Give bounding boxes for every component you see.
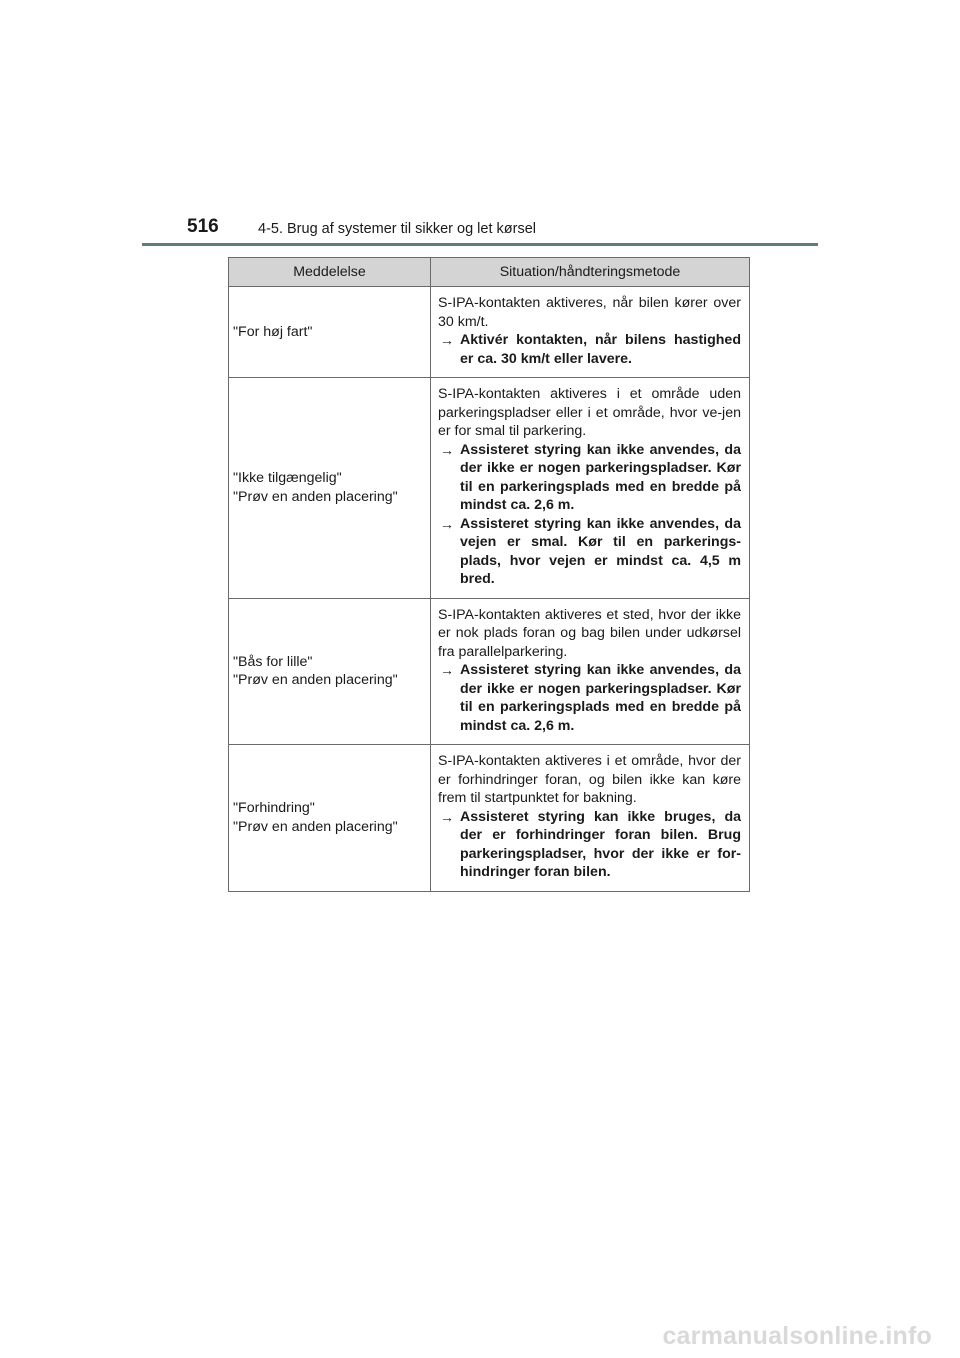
action-item [438, 441, 741, 515]
action-text: Aktivér kontakten, når bilens hastighed er ca. 30 km/t eller lavere. [460, 332, 741, 367]
situation-text: S-IPA-kontakten aktiveres et sted, hvor der ikke er nok plads foran og bag bilen under udkørsel fra parallelparkering. [438, 606, 741, 660]
message-cell [229, 287, 431, 378]
action-item [438, 808, 741, 882]
table-row [229, 745, 750, 892]
watermark-logo: carmanualsonline.info [662, 1322, 932, 1350]
arrow-icon: → [440, 662, 454, 678]
message-table [228, 257, 750, 892]
action-item [438, 331, 741, 368]
action-item [438, 661, 741, 735]
message-cell [229, 378, 431, 599]
arrow-icon: → [440, 332, 454, 348]
message-text: "Forhindring" [233, 800, 315, 817]
situation-cell [431, 745, 750, 892]
situation-text: S-IPA-kontakten aktiveres, når bilen kører over 30 km/t. [438, 295, 741, 330]
message-cell [229, 745, 431, 892]
arrow-icon: → [440, 441, 454, 458]
table-row [229, 287, 750, 378]
message-cell [229, 598, 431, 745]
message-text: "Ikke tilgængelig" [233, 470, 342, 487]
message-text: "For høj fart" [233, 323, 313, 340]
arrow-icon: → [440, 515, 454, 532]
arrow-icon: → [440, 808, 454, 825]
situation-cell [431, 598, 750, 745]
message-text: "Bås for lille" [233, 653, 313, 670]
action-text: Assisteret styring kan ikke anvendes, da vejen er smal. Kør til en parkerings-plads, hvor vejen er mindst ca. 4,5 m bred. [460, 515, 741, 587]
table-row [229, 598, 750, 745]
situation-text: S-IPA-kontakten aktiveres i et område, hvor der er forhindringer foran, og bilen ikke kan køre frem til startpunktet for bakning. [438, 753, 741, 806]
column-header-situation: Situation/håndteringsmetode [431, 258, 750, 287]
section-title: 4-5. Brug af systemer til sikker og let kørsel [258, 221, 536, 237]
message-text: "Prøv en anden placering" [233, 488, 398, 505]
situation-text: S-IPA-kontakten aktiveres i et område uden parkeringspladser eller i et område, hvor ve-jen er for smal til parkering. [438, 386, 741, 439]
message-text: "Prøv en anden placering" [233, 818, 398, 835]
situation-cell [431, 378, 750, 599]
table-row [229, 378, 750, 599]
table-header-row [229, 258, 750, 287]
situation-cell [431, 287, 750, 378]
header-rule [142, 243, 818, 246]
action-item [438, 515, 741, 589]
action-text: Assisteret styring kan ikke anvendes, da der ikke er nogen parkeringspladser. Kør til en parkeringsplads med en bredde på mindst ca. 2,6 m. [460, 662, 741, 734]
page-number: 516 [187, 216, 219, 237]
message-text: "Prøv en anden placering" [233, 672, 398, 689]
action-text: Assisteret styring kan ikke anvendes, da der ikke er nogen parkeringspladser. Kør til en parkeringsplads med en bredde på mindst ca. 2,6 m. [460, 441, 741, 513]
column-header-message: Meddelelse [229, 258, 431, 287]
action-text: Assisteret styring kan ikke bruges, da der er forhindringer foran bilen. Brug parkeringspladser, hvor der ikke er for-hindringer foran bilen. [460, 808, 741, 880]
